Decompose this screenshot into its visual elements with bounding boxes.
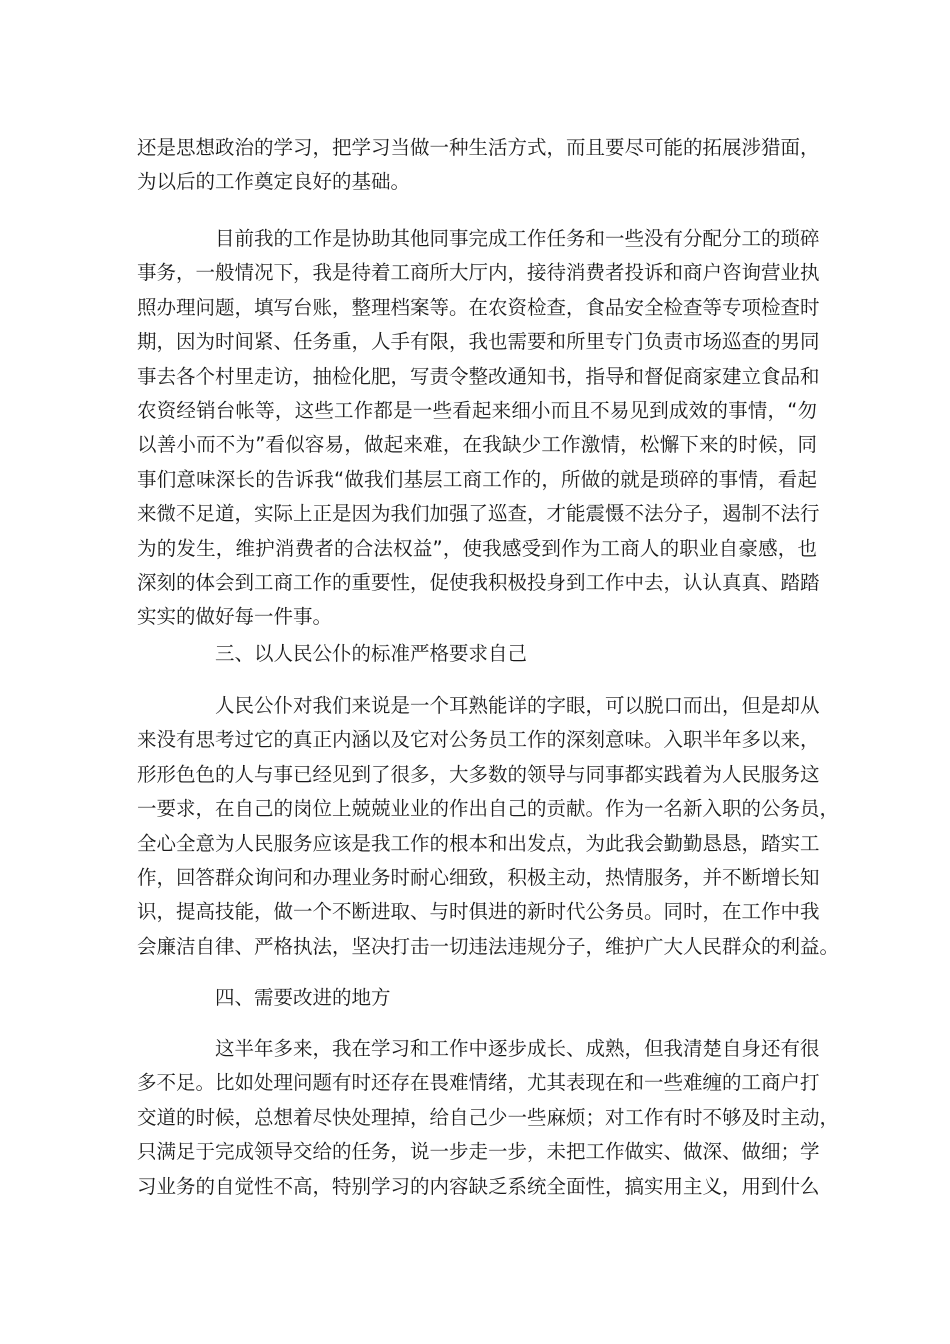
text-line: 会廉洁自律、严格执法，坚决打击一切违法违规分子，维护广大人民群众的利益。 bbox=[137, 934, 840, 958]
text-line: 事去各个村里走访，抽检化肥，写责令整改通知书，指导和督促商家建立食品和 bbox=[137, 364, 820, 388]
text-line: 识，提高技能，做一个不断进取、与时俱进的新时代公务员。同时，在工作中我 bbox=[137, 900, 820, 924]
text-line: 来没有思考过它的真正内涵以及它对公务员工作的深刻意味。入职半年多以来， bbox=[137, 728, 820, 752]
text-line: 来微不足道，实际上正是因为我们加强了巡查，才能震慑不法分子，遏制不法行 bbox=[137, 502, 820, 526]
text-line: 交道的时候，总想着尽快处理掉，给自己少一些麻烦；对工作有时不够及时主动， bbox=[137, 1105, 840, 1129]
section-heading-four: 四、需要改进的地方 bbox=[215, 986, 391, 1009]
text-line: 为的发生，维护消费者的合法权益”，使我感受到作为工商人的职业自豪感，也 bbox=[137, 536, 817, 560]
text-line: 期，因为时间紧、任务重，人手有限，我也需要和所里专门负责市场巡查的男同 bbox=[137, 330, 820, 354]
text-line: 照办理问题，填写台账，整理档案等。在农资检查，食品安全检查等专项检查时 bbox=[137, 295, 820, 319]
text-line: 这半年多来，我在学习和工作中逐步成长、成熟，但我清楚自身还有很 bbox=[215, 1037, 820, 1060]
text-line: 深刻的体会到工商工作的重要性，促使我积极投身到工作中去，认认真真、踏踏 bbox=[137, 570, 820, 594]
text-line: 目前我的工作是协助其他同事完成工作任务和一些没有分配分工的琐碎 bbox=[215, 227, 820, 250]
text-line: 为以后的工作奠定良好的基础。 bbox=[137, 170, 411, 194]
paragraph-current-work bbox=[137, 222, 820, 635]
text-line: 实实的做好每一件事。 bbox=[137, 605, 333, 629]
text-line: 还是思想政治的学习，把学习当做一种生活方式，而且要尽可能的拓展涉猎面， bbox=[137, 136, 820, 159]
text-line: 人民公仆对我们来说是一个耳熟能详的字眼，可以脱口而出，但是却从 bbox=[215, 694, 820, 717]
text-line: 事们意味深长的告诉我“做我们基层工商工作的，所做的就是琐碎的事情，看起 bbox=[137, 467, 817, 491]
section-heading-three: 三、以人民公仆的标准严格要求自己 bbox=[215, 642, 528, 665]
paragraph-public-servant bbox=[137, 689, 840, 964]
text-line: 形形色色的人与事已经见到了很多，大多数的领导与同事都实践着为人民服务这 bbox=[137, 762, 820, 786]
text-line: 全心全意为人民服务应该是我工作的根本和出发点，为此我会勤勤恳恳，踏实工 bbox=[137, 831, 820, 855]
text-line: 习业务的自觉性不高，特别学习的内容缺乏系统全面性，搞实用主义，用到什么 bbox=[137, 1174, 820, 1198]
paragraph-continuation bbox=[137, 131, 820, 200]
paragraph-improvements bbox=[137, 1032, 840, 1204]
text-line: 作，回答群众询问和办理业务时耐心细致，积极主动，热情服务，并不断增长知 bbox=[137, 865, 820, 889]
text-line: 只满足于完成领导交给的任务，说一步走一步，未把工作做实、做深、做细；学 bbox=[137, 1140, 820, 1164]
text-line: 农资经销台帐等，这些工作都是一些看起来细小而且不易见到成效的事情，“勿 bbox=[137, 398, 817, 422]
text-line: 多不足。比如处理问题有时还存在畏难情绪，尤其表现在和一些难缠的工商户打 bbox=[137, 1071, 820, 1095]
text-line: 事务，一般情况下，我是待着工商所大厅内，接待消费者投诉和商户咨询营业执 bbox=[137, 261, 820, 285]
text-line: 一要求，在自己的岗位上兢兢业业的作出自己的贡献。作为一名新入职的公务员， bbox=[137, 797, 840, 821]
text-line: 以善小而不为”看似容易，做起来难，在我缺少工作激情，松懈下来的时候，同 bbox=[137, 433, 817, 457]
